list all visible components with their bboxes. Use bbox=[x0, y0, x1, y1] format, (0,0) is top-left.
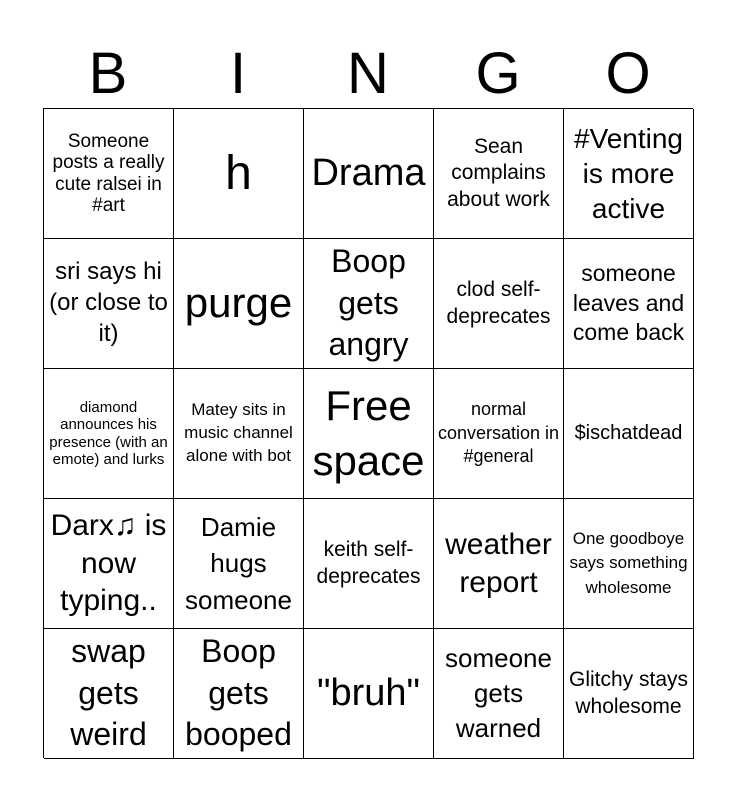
bingo-cell[interactable] bbox=[174, 369, 304, 499]
cell-text: "bruh" bbox=[316, 672, 421, 715]
header-letter-g: G bbox=[475, 41, 521, 106]
cell-text: h bbox=[225, 146, 252, 200]
cell-text: someone gets warned bbox=[445, 642, 552, 744]
bingo-cell[interactable] bbox=[434, 239, 564, 369]
cell-text: #Venting is more active bbox=[574, 122, 683, 225]
header-letter-b: B bbox=[88, 41, 128, 106]
cell-text: Someone posts a really cute ralsei in #art bbox=[52, 130, 165, 216]
bingo-cell[interactable] bbox=[44, 499, 174, 629]
bingo-cell[interactable] bbox=[564, 499, 694, 629]
bingo-cell[interactable] bbox=[434, 629, 564, 759]
cell-text: Damie hugs someone bbox=[185, 511, 292, 615]
bingo-cell[interactable] bbox=[564, 239, 694, 369]
cell-text: Glitchy stays wholesome bbox=[568, 668, 689, 718]
cell-text: weather report bbox=[445, 528, 552, 599]
bingo-cell[interactable] bbox=[304, 369, 434, 499]
bingo-cell[interactable] bbox=[44, 109, 174, 239]
cell-text: Darx♫ is now typing.. bbox=[50, 509, 167, 618]
bingo-cell[interactable] bbox=[434, 499, 564, 629]
cell-text: diamond announces his presence (with an emote) and lurks bbox=[49, 399, 168, 468]
bingo-cell[interactable] bbox=[44, 629, 174, 759]
bingo-cell[interactable] bbox=[44, 239, 174, 369]
bingo-header bbox=[43, 40, 693, 108]
bingo-card bbox=[43, 108, 693, 758]
cell-text: One goodboye says something wholesome bbox=[569, 528, 688, 597]
bingo-cell[interactable] bbox=[174, 109, 304, 239]
bingo-cell[interactable] bbox=[174, 239, 304, 369]
bingo-cell[interactable] bbox=[304, 499, 434, 629]
bingo-cell[interactable] bbox=[304, 239, 434, 369]
bingo-cell[interactable] bbox=[434, 109, 564, 239]
cell-text: Boop gets angry bbox=[328, 243, 409, 363]
cell-text: Sean complains about work bbox=[447, 135, 550, 211]
bingo-cell[interactable] bbox=[564, 629, 694, 759]
cell-text: clod self-deprecates bbox=[446, 278, 551, 328]
cell-text: Drama bbox=[311, 152, 426, 195]
cell-text: sri says hi (or close to it) bbox=[49, 258, 168, 347]
bingo-cell[interactable] bbox=[174, 629, 304, 759]
cell-text: Matey sits in music channel alone with bot bbox=[184, 400, 293, 465]
cell-text: Boop gets booped bbox=[185, 633, 292, 753]
bingo-cell[interactable] bbox=[174, 499, 304, 629]
cell-text: $ischatdead bbox=[574, 421, 683, 444]
bingo-cell[interactable] bbox=[44, 369, 174, 499]
cell-text: keith self-deprecates bbox=[316, 538, 421, 588]
cell-text: someone leaves and come back bbox=[572, 259, 685, 346]
bingo-cell[interactable] bbox=[564, 109, 694, 239]
cell-text: normal conversation in #general bbox=[437, 399, 560, 467]
bingo-cell[interactable] bbox=[304, 109, 434, 239]
header-letter-i: I bbox=[229, 41, 247, 106]
header-letter-o: O bbox=[605, 41, 651, 106]
cell-text: swap gets weird bbox=[70, 633, 147, 753]
header-letter-n: N bbox=[347, 41, 389, 106]
free-space-text: Free space bbox=[312, 381, 425, 484]
bingo-cell[interactable] bbox=[564, 369, 694, 499]
cell-text: purge bbox=[184, 279, 293, 327]
bingo-cell[interactable] bbox=[304, 629, 434, 759]
bingo-cell[interactable] bbox=[434, 369, 564, 499]
